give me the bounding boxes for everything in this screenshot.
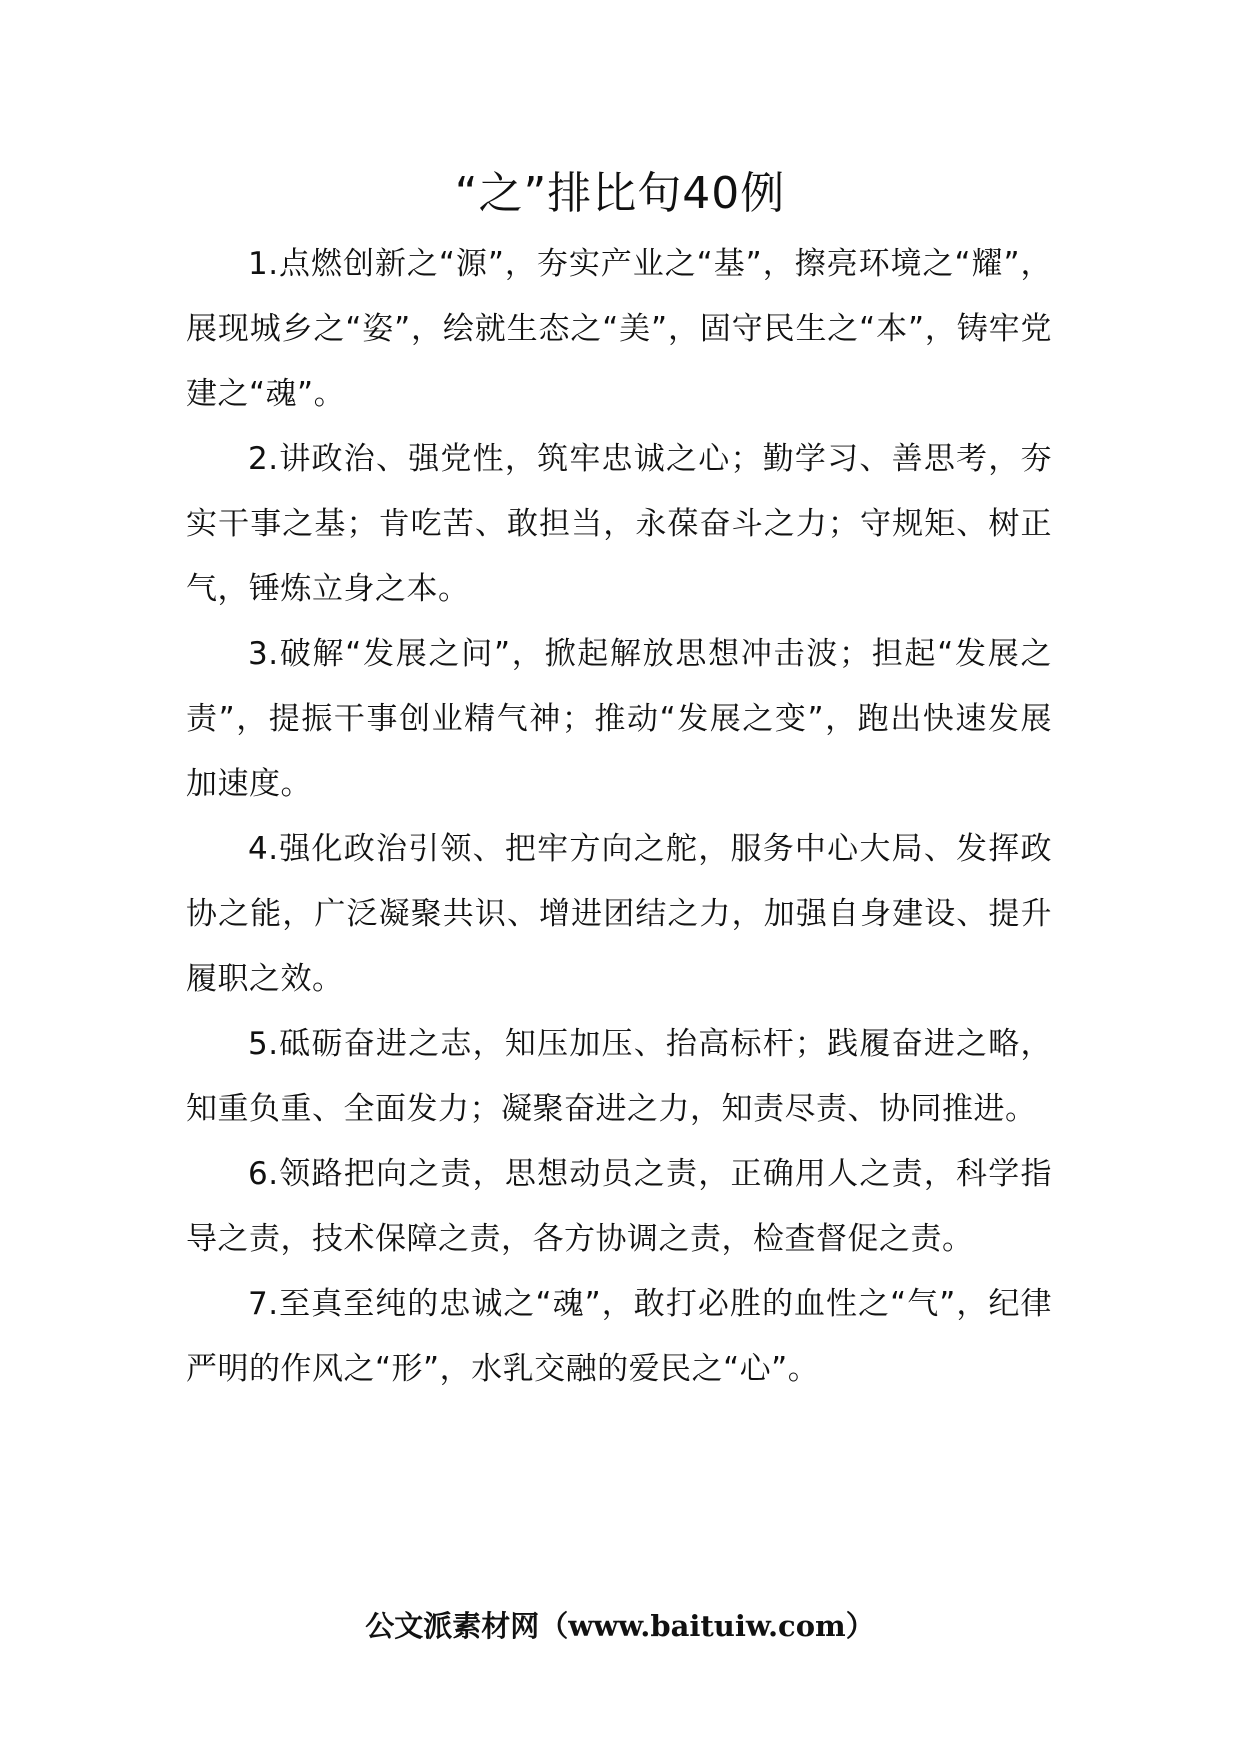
document-body [186,232,1052,1402]
paragraph-7: 7.至真至纯的忠诚之“魂”，敢打必胜的血性之“气”，纪律严明的作风之“形”，水乳交融的爱民之“心”。 [186,1286,1052,1387]
paragraph-4: 4.强化政治引领、把牢方向之舵，服务中心大局、发挥政协之能，广泛凝聚共识、增进团结之力，加强自身建设、提升履职之效。 [186,831,1052,997]
document-title: “之”排比句40例 [454,168,786,219]
paragraph-5: 5.砥砺奋进之志，知压加压、抬高标杆；践履奋进之略，知重负重、全面发力；凝聚奋进之力，知责尽责、协同推进。 [186,1026,1052,1127]
paragraph-3: 3.破解“发展之问”，掀起解放思想冲击波；担起“发展之责”，提振干事创业精气神；推动“发展之变”，跑出快速发展加速度。 [186,636,1052,802]
paragraph-2: 2.讲政治、强党性，筑牢忠诚之心；勤学习、善思考，夯实干事之基；肯吃苦、敢担当，永葆奋斗之力；守规矩、树正气，锤炼立身之本。 [186,441,1052,607]
paragraph-1: 1.点燃创新之“源”，夯实产业之“基”，擦亮环境之“耀”，展现城乡之“姿”，绘就生态之“美”，固守民生之“本”，铸牢党建之“魂”。 [186,246,1052,412]
footer-source: 公文派素材网（www.baituiw.com） [365,1609,875,1643]
paragraph-6: 6.领路把向之责，思想动员之责，正确用人之责，科学指导之责，技术保障之责，各方协调之责，检查督促之责。 [186,1156,1052,1257]
